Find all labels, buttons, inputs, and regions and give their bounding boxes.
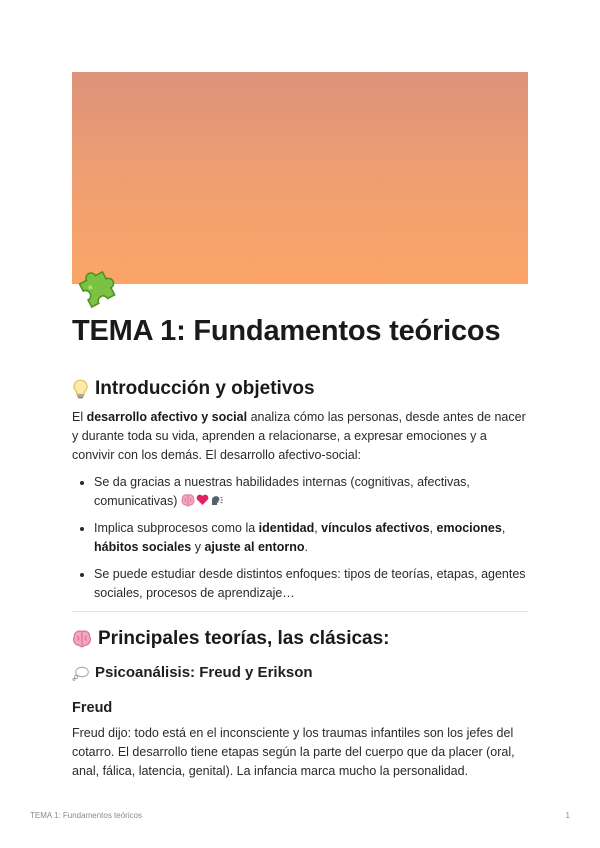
cover-image — [72, 72, 528, 284]
page-title: TEMA 1: Fundamentos teóricos — [72, 315, 501, 347]
speaking-head-icon — [210, 494, 223, 506]
subheading-freud: Freud — [72, 700, 113, 716]
lightbulb-icon — [72, 379, 89, 399]
text-run: El — [72, 410, 87, 424]
thought-bubble-icon — [72, 666, 89, 681]
text-run: . — [304, 540, 308, 554]
brain-icon — [72, 630, 92, 648]
brain-icon — [181, 494, 195, 507]
text-run: y — [191, 540, 205, 554]
page-number: 1 — [565, 811, 570, 820]
bold-run: emociones — [436, 521, 502, 535]
bold-run: ajuste al entorno — [204, 540, 305, 554]
text-run: analiza cómo las personas, desde antes de nacer y durante toda su vida, aprenden a relacionarse, a expresar emociones y a convivir con los demás. El desarrollo afectivo-social: — [72, 410, 526, 462]
footer-title: TEMA 1: Fundamentos teóricos — [30, 811, 143, 820]
bold-run: hábitos sociales — [94, 540, 192, 554]
freud-paragraph: Freud dijo: todo está en el inconsciente y los traumas infantiles son los jefes del cotarro. El desarrollo tiene etapas según la parte del cuerpo que da placer (oral, anal, fálica, latencia, genital). La infancia marca mucho la personalidad. — [72, 726, 515, 778]
puzzle-piece-icon — [72, 262, 122, 308]
section-heading-classics-label: Principales teorías, las clásicas: — [98, 628, 390, 649]
list-item — [94, 473, 528, 511]
divider — [72, 611, 528, 612]
intro-bullet-list — [72, 473, 528, 603]
text-run: Se puede estudiar desde distintos enfoques: tipos de teorías, etapas, agentes sociales, procesos de aprendizaje… — [94, 567, 526, 600]
section-heading-classics — [72, 626, 528, 652]
text-run: , — [501, 521, 506, 535]
intro-paragraph — [72, 408, 528, 465]
emoji-group — [181, 494, 223, 507]
bold-run: desarrollo afectivo y social — [86, 410, 248, 424]
text-run: Se da gracias a nuestras habilidades internas (cognitivas, afectivas, comunicativas) — [94, 475, 470, 508]
subsection-heading-psicoanalisis-label: Psicoanálisis: Freud y Erikson — [95, 664, 313, 681]
section-heading-intro-label: Introducción y objetivos — [95, 378, 315, 399]
heart-icon — [196, 494, 209, 506]
text-run: , — [429, 521, 437, 535]
text-run: Implica subprocesos como la — [94, 521, 259, 535]
subsection-heading-psicoanalisis — [72, 662, 528, 684]
page-footer — [30, 811, 570, 820]
list-item — [94, 519, 528, 557]
section-heading-intro — [72, 376, 528, 402]
text-run: , — [314, 521, 322, 535]
bold-run: vínculos afectivos — [321, 521, 430, 535]
bold-run: identidad — [258, 521, 315, 535]
list-item — [94, 565, 528, 603]
